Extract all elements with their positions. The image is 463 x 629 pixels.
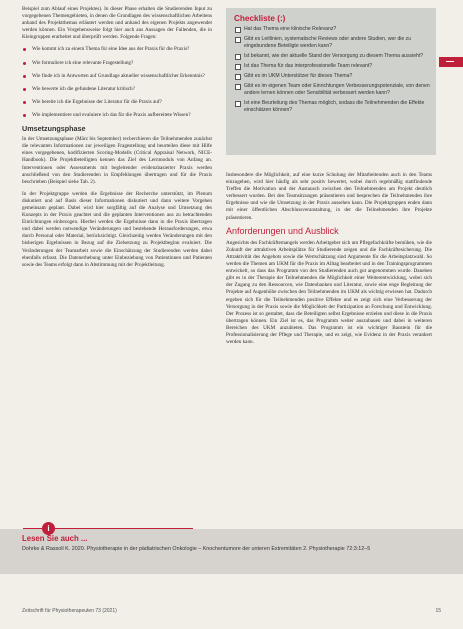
body-paragraph: Angesichts des Fachkräftemangels werden Arbeitgeber sich um Pflegefachkräfte bemühen, wie die Zukunft der attraktiven Arbeitsplätze für Studierende zeigen und die Fachkräftesicherung. Die Attraktivität des Angebots sowie die Wertschätzung sind Argumente für die Arbeitsplatzwahl. So werden die Themen am UKM für die Praxis im Alltag bearbeitet und in den Trainingsprogrammen entwickelt, so dass das Programm von den Studierenden auch gut angenommen wurde. Daneben gibt es in der Therapie der Teilnehmenden die Möglichkeit einer Weiterentwicklung, wobei sich der Zugang zu den Ressourcen, wie Datenbanken und Literatur, sowie eine enge Begleitung der Projekte auf Augenhöhe zwischen den Teilnehmenden im UKM als wichtig erwiesen hat. Dadurch ergeben sich für die Teilnehmenden positive Effekte und es zeigt sich eine Verbesserung der Versorgung in der Praxis sowie die Möglichkeit der Partizipation an Forschung und Entwicklung. Der Prozess ist so gestaltet, dass die Beteiligten selbst Ergebnisse erzielen und diese in die Praxis übertragen können. Ein Ziel ist es, das Programm weiter auszubauen und dabei in weiteren Bereichen des UKM anzubieten. Das Programm ist ein wichtiger Baustein für die Professionalisierung der Pflege und Therapie, und es zeigt, wie Evidenz in der Praxis verankert werden kann. — [226, 239, 432, 346]
checklist-box — [226, 8, 436, 155]
body-paragraph: In der Umsetzungsphase (März bis September) recherchieren die Teilnehmenden zunächst die relevanten Informationen zur jeweiligen Fragestellung und beurteilen diese mit Hilfe eines vorgegebenen, kodifizierten Scoring-Modells (Critical Appraisal Network, NICE-Handbook). Die Projektbeteiligten kennen das Ziel des Lernmoduls von Anfang an. Interventionen oder Assessments mit begleitender evidenzbasierter Praxis werden anschließend von den Studierenden in Empfehlungen übertragen und für die Praxis beschrieben (Beispiel siehe Tab. 2). — [22, 136, 212, 185]
reading-title: Lesen Sie auch ... — [22, 534, 88, 543]
section-heading: Anforderungen und Ausblick — [226, 225, 339, 236]
list-item: Wie bereite ich die Ergebnisse der Literatur für die Praxis auf? — [22, 99, 212, 106]
footer-journal: Zeitschrift für Physiotherapeuten 73 (2021) — [22, 608, 117, 614]
page-number: 15 — [435, 608, 441, 614]
subheading-umsetzung: Umsetzungsphase — [22, 124, 86, 134]
checklist-item: Ist eine Beurteilung des Themas möglich, sodass die Teilnehmenden die Effekte einschätzen können? — [234, 100, 430, 114]
body-paragraph: Insbesondere die Möglichkeit, auf eine kurze Schulung der Mitarbeitenden auch in den Teams einzugehen, wird hier häufig als sehr positiv bewertet, wobei durch regelmäßig stattfindende Treffen die Motivation und der Austausch zwischen den Teilnehmenden am Projekt deutlich verbessert wurden. Bei den Teamsitzungen präsentieren und besprechen die Teilnehmenden ihre Ergebnisse und wie die Umsetzung in der Praxis aussehen kann. Die Projektgruppen enden dann mit einer öffentlichen Abschlussveranstaltung, in der die Teilnehmenden ihre Projekte präsentieren. — [226, 172, 432, 221]
reading-box — [0, 524, 463, 574]
checklist-item: Gibt es im UKM Unterstützer für dieses Thema? — [234, 73, 430, 80]
checklist-item: Gibt es Leitlinien, systematische Reviews oder andere Studien, wer die zu eingebundene Beteiligte werden kann? — [234, 36, 430, 50]
checklist-item: Hat das Thema eine klinische Relevanz? — [234, 26, 430, 33]
question-list — [22, 46, 212, 119]
body-paragraph: In der Projektgruppe werden die Ergebnisse der Recherche unterstützt, im Plenum diskutiert und auf Basis dieser Informationen diskutiert und dann weitere Vorgehen gemeinsam geplant. Dabei wird hier sorgfältig auf die Analyse und Umsetzung des Konzepts in der Praxis geachtet und die geplanten Interventionen aus zu betrachtenden Einrichtungen einbezogen. Hierbei werden die Ergebnisse dann in die Praxis übertragen und dabei werden notwendige Veränderungen und bestehende Herausforderungen, etwa durch Personal oder Material, berücksichtigt. Gleichzeitig werden Veränderungen mit den bisherigen Ergebnissen in Bezug auf die Zielsetzung zu Projektbeginn evaluiert. Die Veränderungen der Teamarbeit sowie die Einschätzung der Studierenden werden dabei ebenfalls erfasst. Die Datenerhebung unter Einbeziehung von Patientinnen und Patienten sowie des Teams erfolgt dann in Abstimmung mit der Projektleitung. — [22, 190, 212, 268]
left-column — [22, 6, 212, 274]
reference-text: Dohrke & Rassoll K. 2020. Physiotherapie in der pädiatrischen Onkologie – Knochentumore der unteren Extremitäten 2. Physiotherapie 72:3:12–5 — [22, 546, 371, 552]
info-icon: i — [42, 522, 55, 535]
checklist-item: Ist das Thema für das interprofessionelle Team relevant? — [234, 63, 430, 70]
checklist-item: Gibt es im eigenen Team oder Einrichtungen Verbesserungspotenziale, von denen andere lernen können oder Sensibilität verbessert werden kann? — [234, 83, 430, 97]
list-item: Wie kommt ich zu einem Thema für eine Idee aus der Praxis für die Praxis? — [22, 46, 212, 53]
right-column — [226, 172, 432, 351]
section-marker-tab — [439, 57, 463, 67]
intro-paragraph: Beispiel zum Ablauf eines Projektes). In dieser Phase erhalten die Studierenden Input zu vorgegebenen Themengebieten, in denen die Grundlagen des wissenschaftlichen Arbeitens anhand des Projektthemas erläutert werden und anhand des eigenen Projekts angewendet werden können. Ein Vorgehensweise folgt hier auch aus Aussagen der Fallenden, die in Kleingruppen erarbeitet und überprüft werden. Folgende Fragen: — [22, 6, 212, 41]
checklist-items — [226, 26, 436, 114]
list-item: Wie finde ich in Antworten auf Grundlage aktueller wissenschaftlicher Erkenntnis? — [22, 73, 212, 80]
checklist-item: Ist bekannt, wie der aktuelle Stand der Versorgung zu diesem Thema aussieht? — [234, 53, 430, 60]
list-item: Wie bewerte ich die gefundene Literatur kritisch? — [22, 86, 212, 93]
list-item: Wie implementiere und evaluiere ich das für die Praxis aufbereitete Wissen? — [22, 112, 212, 119]
checklist-title: Checkliste (:) — [234, 14, 286, 23]
list-item: Wie formuliere ich eine relevante Fragestellung? — [22, 60, 212, 67]
